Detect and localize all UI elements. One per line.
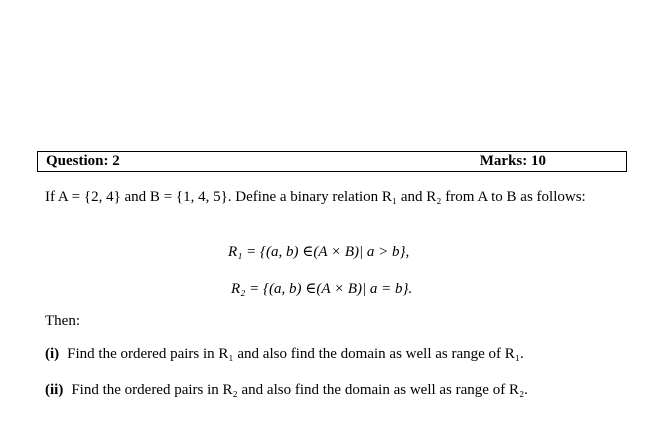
relation-r1-definition: R₁ = {(a, b) ∈(A × B)| a > b}, bbox=[228, 244, 410, 260]
part-ii bbox=[45, 382, 528, 399]
part-i-number: (i) bbox=[45, 346, 60, 362]
relation-r2-definition: R₂ = {(a, b) ∈(A × B)| a = b}. bbox=[231, 281, 413, 297]
question-marks: Marks: 10 bbox=[479, 153, 546, 169]
part-i bbox=[45, 346, 524, 363]
part-ii-text: Find the ordered pairs in R₂ and also find the domain as well as range of R₂. bbox=[71, 382, 528, 398]
problem-statement: If A = {2, 4} and B = {1, 4, 5}. Define a binary relation R₁ and R₂ from A to B as follows: bbox=[45, 189, 586, 205]
part-ii-number: (ii) bbox=[45, 382, 64, 398]
then-label: Then: bbox=[45, 313, 80, 329]
part-i-text: Find the ordered pairs in R₁ and also find the domain as well as range of R₁. bbox=[67, 346, 524, 362]
question-number: Question: 2 bbox=[46, 153, 120, 169]
question-header bbox=[37, 151, 627, 172]
